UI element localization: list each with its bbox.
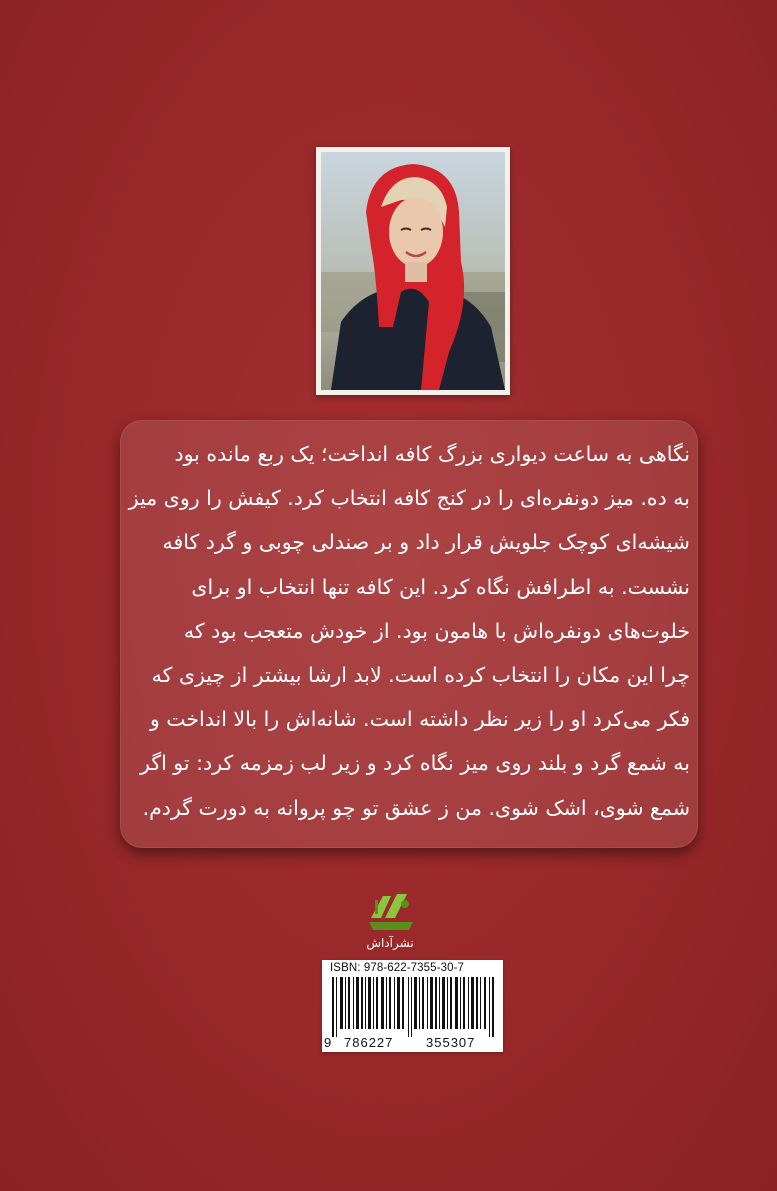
blurb-line: فکر می‌کرد او را زیر نظر داشته است. شانه‌اش را بالا انداخت و bbox=[149, 707, 690, 732]
isbn-barcode-box bbox=[322, 960, 503, 1052]
blurb-line: نشست. به اطرافش نگاه کرد. این کافه تنها انتخاب او برای bbox=[191, 574, 690, 599]
isbn-first-digit: 9 bbox=[324, 1035, 332, 1050]
isbn-digits-right: 355307 bbox=[426, 1035, 476, 1050]
blurb-line: خلوت‌های دونفره‌اش با هامون بود. از خودش متعجب بود که bbox=[183, 618, 690, 643]
isbn-digits-left: 786227 bbox=[344, 1035, 394, 1050]
author-name-caption: مهدیه احمدی bbox=[340, 317, 354, 383]
isbn-label: ISBN: 978-622-7355-30-7 bbox=[330, 962, 464, 974]
blurb-line: به ده. میز دونفره‌ای را در کنج کافه انتخاب کرد. کیفش را روی میز bbox=[128, 486, 690, 511]
publisher-logo-icon bbox=[363, 888, 419, 936]
blurb-text bbox=[128, 432, 690, 830]
blurb-line: چرا این مکان را انتخاب کرده است. لابد ارشا بیشتر از چیزی که bbox=[151, 663, 690, 688]
blurb-line: نگاهی به ساعت دیواری بزرگ کافه انداخت؛ یک ربع مانده بود bbox=[174, 442, 690, 466]
blurb-line: شیشه‌ای کوچک جلویش قرار داد و بر صندلی چوبی و گرد کافه bbox=[162, 530, 690, 555]
blurb-line: به شمع گرد و بلند روی میز نگاه کرد و زیر لب زمزمه کرد: تو اگر bbox=[140, 751, 690, 776]
barcode-icon bbox=[332, 977, 494, 1037]
blurb-line: شمع شوی، اشک شوی. من ز عشق تو چو پروانه به دورت گردم. bbox=[142, 795, 690, 820]
publisher-name: نشرآداش bbox=[366, 936, 414, 950]
